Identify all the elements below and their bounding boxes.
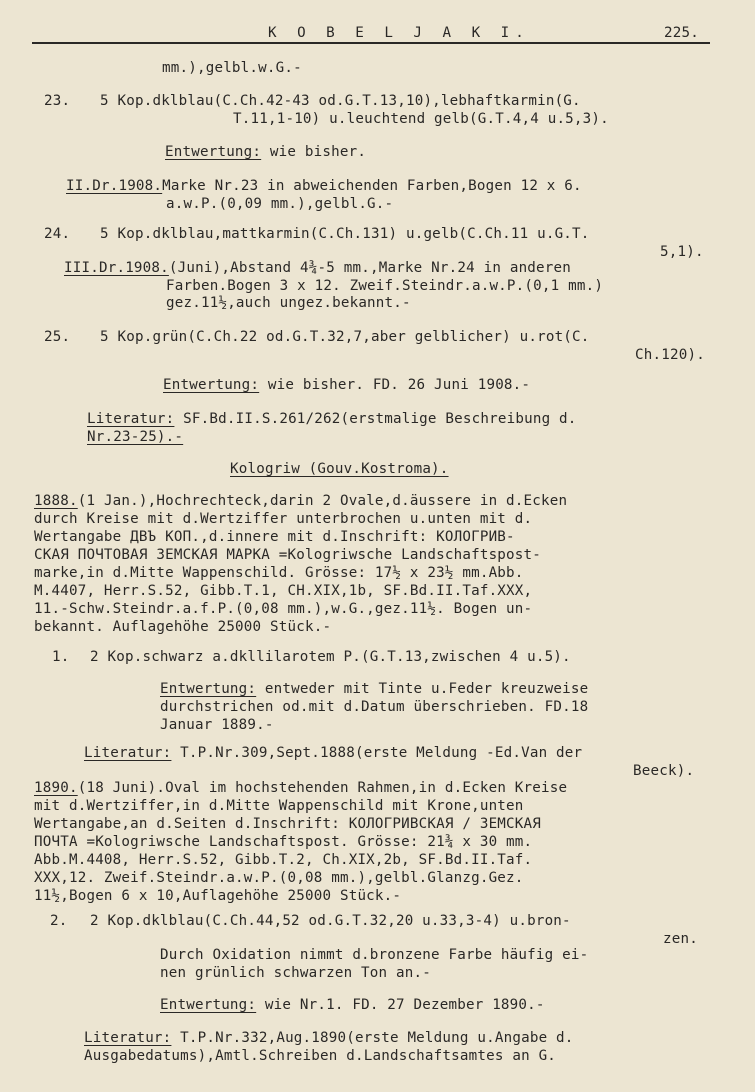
entwertung-heading: Entwertung: xyxy=(160,681,257,697)
entwertung-heading: Entwertung: xyxy=(165,144,262,160)
text-line: M.4407, Herr.S.52, Gibb.T.1, CH.XIX,1b, SF.Bd.II.Taf.XXX, xyxy=(34,583,533,599)
text-line: 11.-Schw.Steindr.a.f.P.(0,08 mm.),w.G.,gez.11½. Bogen un- xyxy=(34,601,533,617)
literatur-text: T.P.Nr.309,Sept.1888(erste Meldung -Ed.Van der xyxy=(171,745,583,761)
entwertung-text: wie Nr.1. FD. 27 Dezember 1890.- xyxy=(256,997,545,1013)
text-line: durchstrichen od.mit d.Datum überschrieben. FD.18 xyxy=(160,699,589,715)
text-line: gez.11½,auch ungez.bekannt.- xyxy=(166,295,411,311)
text-line: Januar 1889.- xyxy=(160,717,274,733)
text-line: XXX,12. Zweif.Steindr.a.w.P.(0,08 mm.),gelbl.Glanzg.Gez. xyxy=(34,870,524,886)
text-line: 5 Kop.dklblau,mattkarmin(C.Ch.131) u.gelb(C.Ch.11 u.G.T. xyxy=(100,226,590,242)
entwertung-text: entweder mit Tinte u.Feder kreuzweise xyxy=(256,681,589,697)
druck-line xyxy=(66,177,582,195)
text-line: ПОЧТА =Kologriwsche Landschaftspost. Grösse: 21¾ x 30 mm. xyxy=(34,834,533,850)
item-number: 23. xyxy=(44,93,71,109)
text-line: 2 Kop.dklblau(C.Ch.44,52 od.G.T.32,20 u.33,3-4) u.bron- xyxy=(90,913,571,929)
year-line xyxy=(34,492,567,510)
page-number: 225. xyxy=(664,25,699,41)
entwertung-label xyxy=(163,376,530,394)
text-line: a.w.P.(0,09 mm.),gelbl.G.- xyxy=(166,196,394,212)
entwertung-label xyxy=(165,143,366,161)
text-line: Wertangabe,an d.Seiten d.Inschrift: КОЛОГРИВСКАЯ / ЗЕМСКАЯ xyxy=(34,816,542,832)
year-label: 1888. xyxy=(34,493,78,509)
literatur-line xyxy=(87,410,577,428)
entwertung-heading: Entwertung: xyxy=(160,997,257,1013)
literatur-heading: Literatur: xyxy=(84,745,172,761)
text-line: 5 Kop.grün(C.Ch.22 od.G.T.32,7,aber gelblicher) u.rot(C. xyxy=(100,329,590,345)
year-text: (1 Jan.),Hochrechteck,darin 2 Ovale,d.äussere in d.Ecken xyxy=(77,493,568,509)
item-number: 2. xyxy=(50,913,68,929)
literatur-text: T.P.Nr.332,Aug.1890(erste Meldung u.Angabe d. xyxy=(171,1030,574,1046)
literatur-heading: Literatur: xyxy=(84,1030,172,1046)
literatur-line xyxy=(84,1029,574,1047)
entwertung-text: wie bisher. xyxy=(261,144,367,160)
running-header-title: K O B E L J A K I. xyxy=(268,25,530,41)
druck-label: III.Dr.1908. xyxy=(64,260,169,276)
item-number: 25. xyxy=(44,329,71,345)
text-line: T.11,1-10) u.leuchtend gelb(G.T.4,4 u.5,3). xyxy=(233,111,609,127)
literatur-heading: Literatur: xyxy=(87,411,175,427)
text-line: Beeck). xyxy=(633,763,695,779)
text-line: Nr.23-25).- xyxy=(87,429,184,445)
entwertung-heading: Entwertung: xyxy=(163,377,260,393)
text-line: 5,1). xyxy=(660,244,704,260)
text-line: marke,in d.Mitte Wappenschild. Grösse: 17½ x 23½ mm.Abb. xyxy=(34,565,524,581)
literatur-text: SF.Bd.II.S.261/262(erstmalige Beschreibung d. xyxy=(174,411,577,427)
text-line: nen grünlich schwarzen Ton an.- xyxy=(160,965,431,981)
text-line: bekannt. Auflagehöhe 25000 Stück.- xyxy=(34,619,332,635)
druck-label: II.Dr.1908. xyxy=(66,178,163,194)
year-line xyxy=(34,779,567,797)
item-number: 1. xyxy=(52,649,70,665)
text-line: Durch Oxidation nimmt d.bronzene Farbe häufig ei- xyxy=(160,947,589,963)
text-line: zen. xyxy=(663,931,698,947)
text-line: СКАЯ ПОЧТОВАЯ ЗЕМСКАЯ МАРКА =Kologriwsche Landschaftspost- xyxy=(34,547,542,563)
entwertung-text: wie bisher. FD. 26 Juni 1908.- xyxy=(259,377,531,393)
text-line: 2 Kop.schwarz a.dkllilarotem P.(G.T.13,zwischen 4 u.5). xyxy=(90,649,571,665)
text-line: 11½,Bogen 6 x 10,Auflagehöhe 25000 Stück.- xyxy=(34,888,402,904)
entwertung-label xyxy=(160,996,545,1014)
year-text: (18 Juni).Oval im hochstehenden Rahmen,in d.Ecken Kreise xyxy=(77,780,568,796)
item-number: 24. xyxy=(44,226,71,242)
literatur-line xyxy=(84,744,582,762)
text-line: Wertangabe ДВЪ КОП.,d.innere mit d.Inschrift: КОЛОГРИВ- xyxy=(34,529,515,545)
text-line: Abb.M.4408, Herr.S.52, Gibb.T.2, Ch.XIX,2b, SF.Bd.II.Taf. xyxy=(34,852,533,868)
text-line: mm.),gelbl.w.G.- xyxy=(162,60,302,76)
druck-line xyxy=(64,259,571,277)
text-line: mit d.Wertziffer,in d.Mitte Wappenschild mit Krone,unten xyxy=(34,798,524,814)
druck-text: (Juni),Abstand 4¾-5 mm.,Marke Nr.24 in anderen xyxy=(168,260,572,276)
year-label: 1890. xyxy=(34,780,78,796)
entwertung-label xyxy=(160,680,588,698)
section-title: Kologriw (Gouv.Kostroma). xyxy=(230,461,449,477)
druck-text: Marke Nr.23 in abweichenden Farben,Bogen 12 x 6. xyxy=(162,178,582,194)
text-line: durch Kreise mit d.Wertziffer unterbrochen u.unten mit d. xyxy=(34,511,533,527)
text-line: Farben.Bogen 3 x 12. Zweif.Steindr.a.w.P.(0,1 mm.) xyxy=(166,278,604,294)
text-line: 5 Kop.dklblau(C.Ch.42-43 od.G.T.13,10),lebhaftkarmin(G. xyxy=(100,93,581,109)
header-rule xyxy=(32,42,710,44)
text-line: Ch.120). xyxy=(635,347,705,363)
text-line: Ausgabedatums),Amtl.Schreiben d.Landschaftsamtes an G. xyxy=(84,1048,557,1064)
